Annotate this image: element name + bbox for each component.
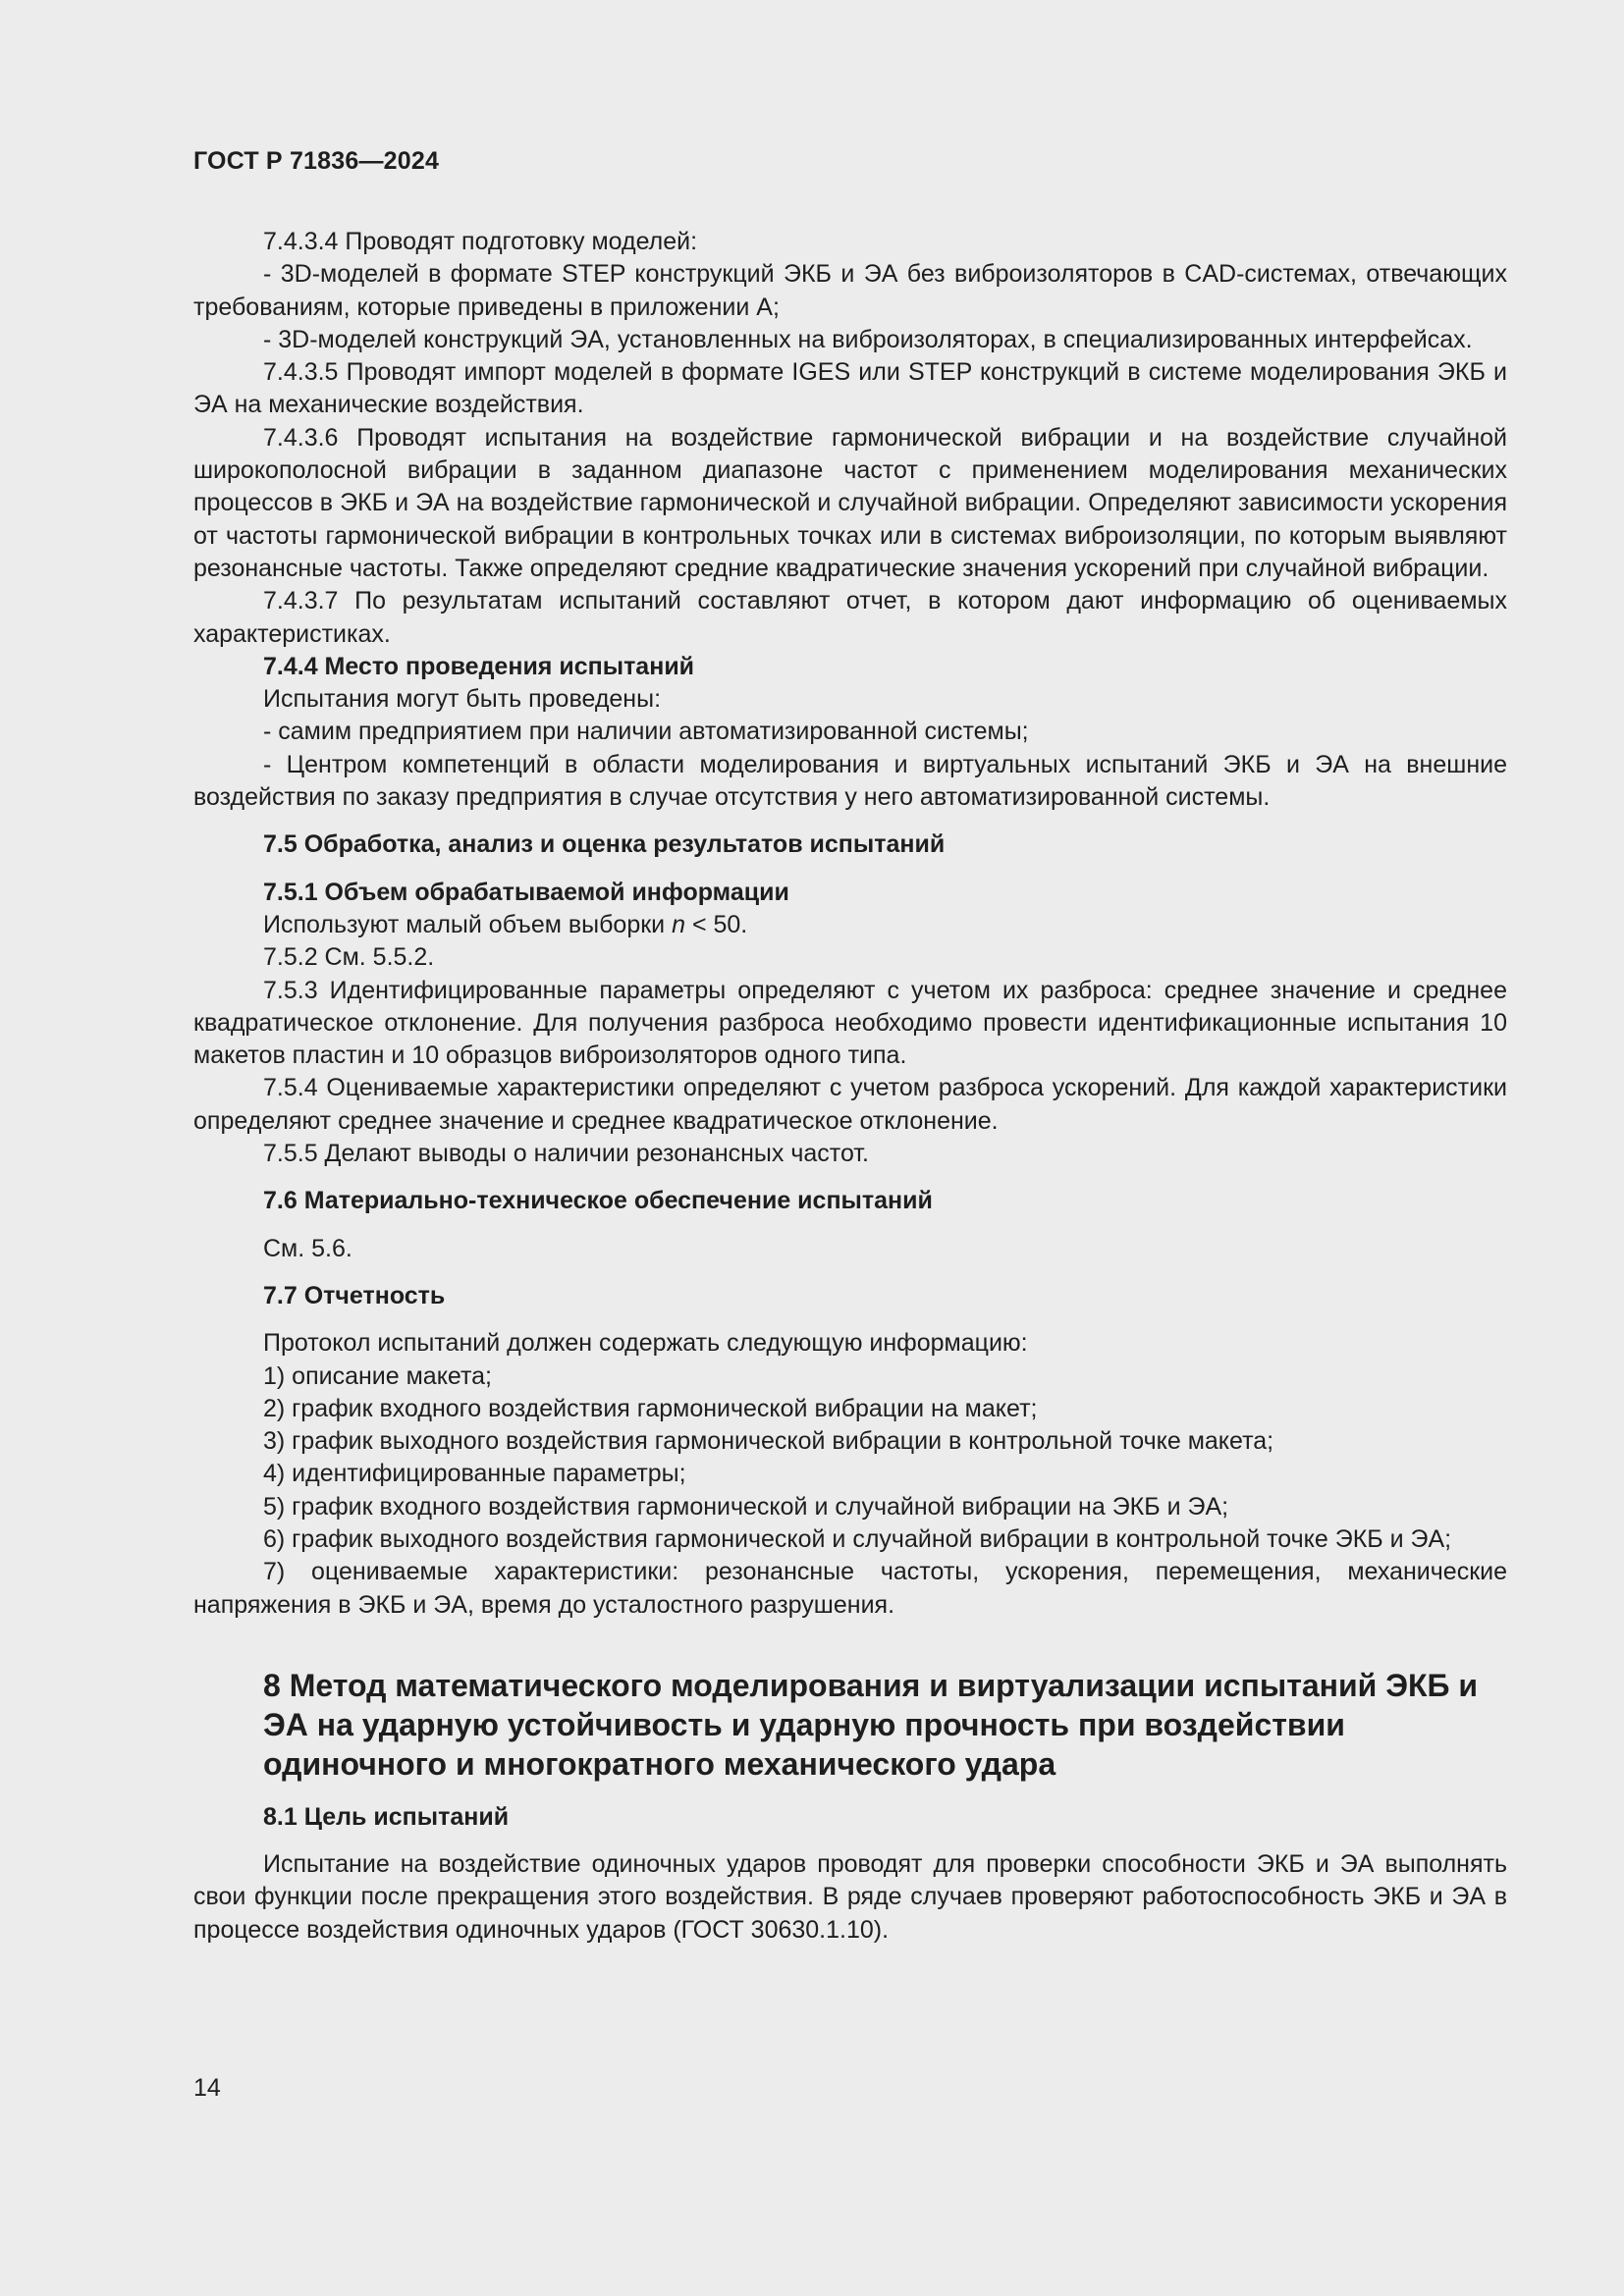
sample-variable: n	[672, 910, 685, 938]
report-item-2: 2) график входного воздействия гармонической вибрации на макет;	[263, 1394, 1038, 1422]
clause-7-4-3-5: 7.4.3.5 Проводят импорт моделей в формате IGES или STEP конструкций в системе моделирования ЭКБ и ЭА на механические воздействия.	[193, 358, 1507, 419]
sample-text-post: < 50.	[685, 910, 748, 938]
report-item-5: 5) график входного воздействия гармонической и случайной вибрации на ЭКБ и ЭА;	[263, 1492, 1229, 1521]
clause-8-1: Испытание на воздействие одиночных ударов проводят для проверки способности ЭКБ и ЭА выполнять свои функции после прекращения этого воздействия. В ряде случаев проверяют работоспособность ЭКБ и ЭА в процессе воздействия одиночных ударов (ГОСТ 30630.1.10).	[193, 1850, 1507, 1944]
heading-7-7: 7.7 Отчетность	[263, 1281, 446, 1309]
report-item-3: 3) график выходного воздействия гармонической вибрации в контрольной точке макета;	[263, 1427, 1274, 1456]
clause-7-4-3-6: 7.4.3.6 Проводят испытания на воздействие гармонической вибрации и на воздействие случайной широкополосной вибрации в заданном диапазоне частот с применением моделирования механических процессов в ЭКБ и ЭА на воздействие гармонической и случайной вибрации. Определяют зависимости ускорения от частоты гармонической вибрации в контрольных точках или в системах виброизоляции, по которым выявляют резонансные частоты. Также определяют средние квадратические значения ускорений при случайной вибрации.	[193, 423, 1507, 582]
document-header: ГОСТ Р 71836—2024	[193, 147, 440, 175]
clause-7-6: См. 5.6.	[263, 1234, 352, 1262]
clause-7-5-3: 7.5.3 Идентифицированные параметры определяют с учетом их разброса: среднее значение и среднее квадратическое отклонение. Для получения разброса необходимо провести идентификационные испытания 10 макетов пластин и 10 образцов виброизоляторов одного типа.	[193, 976, 1507, 1070]
report-item-1: 1) описание макета;	[263, 1362, 493, 1390]
sample-text-pre: Используют малый объем выборки	[263, 910, 673, 938]
clause-7-4-4-intro: Испытания могут быть проведены:	[263, 685, 662, 714]
clause-7-5-4: 7.5.4 Оцениваемые характеристики определяют с учетом разброса ускорений. Для каждой характеристики определяют среднее значение и среднее квадратическое отклонение.	[193, 1074, 1507, 1135]
report-item-4: 4) идентифицированные параметры;	[263, 1460, 686, 1488]
page-number: 14	[193, 2074, 221, 2102]
clause-7-7-intro: Протокол испытаний должен содержать следующую информацию:	[263, 1329, 1028, 1358]
document-body	[193, 226, 1507, 1947]
list-item-models-a: - 3D-моделей в формате STEP конструкций ЭКБ и ЭА без виброизоляторов в CAD-системах, отвечающих требованиям, которые приведены в приложении А;	[193, 260, 1507, 321]
report-item-7: 7) оцениваемые характеристики: резонансные частоты, ускорения, перемещения, механические напряжения в ЭКБ и ЭА, время до усталостного разрушения.	[193, 1558, 1507, 1619]
heading-8-1: 8.1 Цель испытаний	[263, 1802, 510, 1831]
clause-7-5-1	[193, 909, 1507, 941]
heading-7-5-1: 7.5.1 Объем обрабатываемой информации	[263, 878, 789, 906]
heading-7-5: 7.5 Обработка, анализ и оценка результатов испытаний	[263, 830, 946, 859]
section-8-title: 8 Метод математического моделирования и виртуализации испытаний ЭКБ и ЭА на ударную устойчивость и ударную прочность при воздействии одиночного и многократного механического удара	[263, 1667, 1479, 1782]
report-item-6: 6) график выходного воздействия гармонической и случайной вибрации в контрольной точке ЭКБ и ЭА;	[263, 1524, 1452, 1553]
list-item-models-b: - 3D-моделей конструкций ЭА, установленных на виброизоляторах, в специализированных интерфейсах.	[263, 325, 1473, 353]
clause-7-5-5: 7.5.5 Делают выводы о наличии резонансных частот.	[263, 1140, 869, 1168]
list-item-place-b: - Центром компетенций в области моделирования и виртуальных испытаний ЭКБ и ЭА на внешние воздействия по заказу предприятия в случае отсутствия у него автоматизированной системы.	[193, 750, 1507, 812]
clause-7-4-3-4: 7.4.3.4 Проводят подготовку моделей:	[263, 228, 698, 255]
clause-7-5-2: 7.5.2 См. 5.5.2.	[263, 943, 435, 972]
list-item-place-a: - самим предприятием при наличии автоматизированной системы;	[263, 718, 1029, 746]
clause-7-4-3-7: 7.4.3.7 По результатам испытаний составляют отчет, в котором дают информацию об оцениваемых характеристиках.	[193, 587, 1507, 648]
heading-7-4-4: 7.4.4 Место проведения испытаний	[263, 652, 695, 680]
heading-7-6: 7.6 Материально-техническое обеспечение испытаний	[263, 1187, 933, 1215]
